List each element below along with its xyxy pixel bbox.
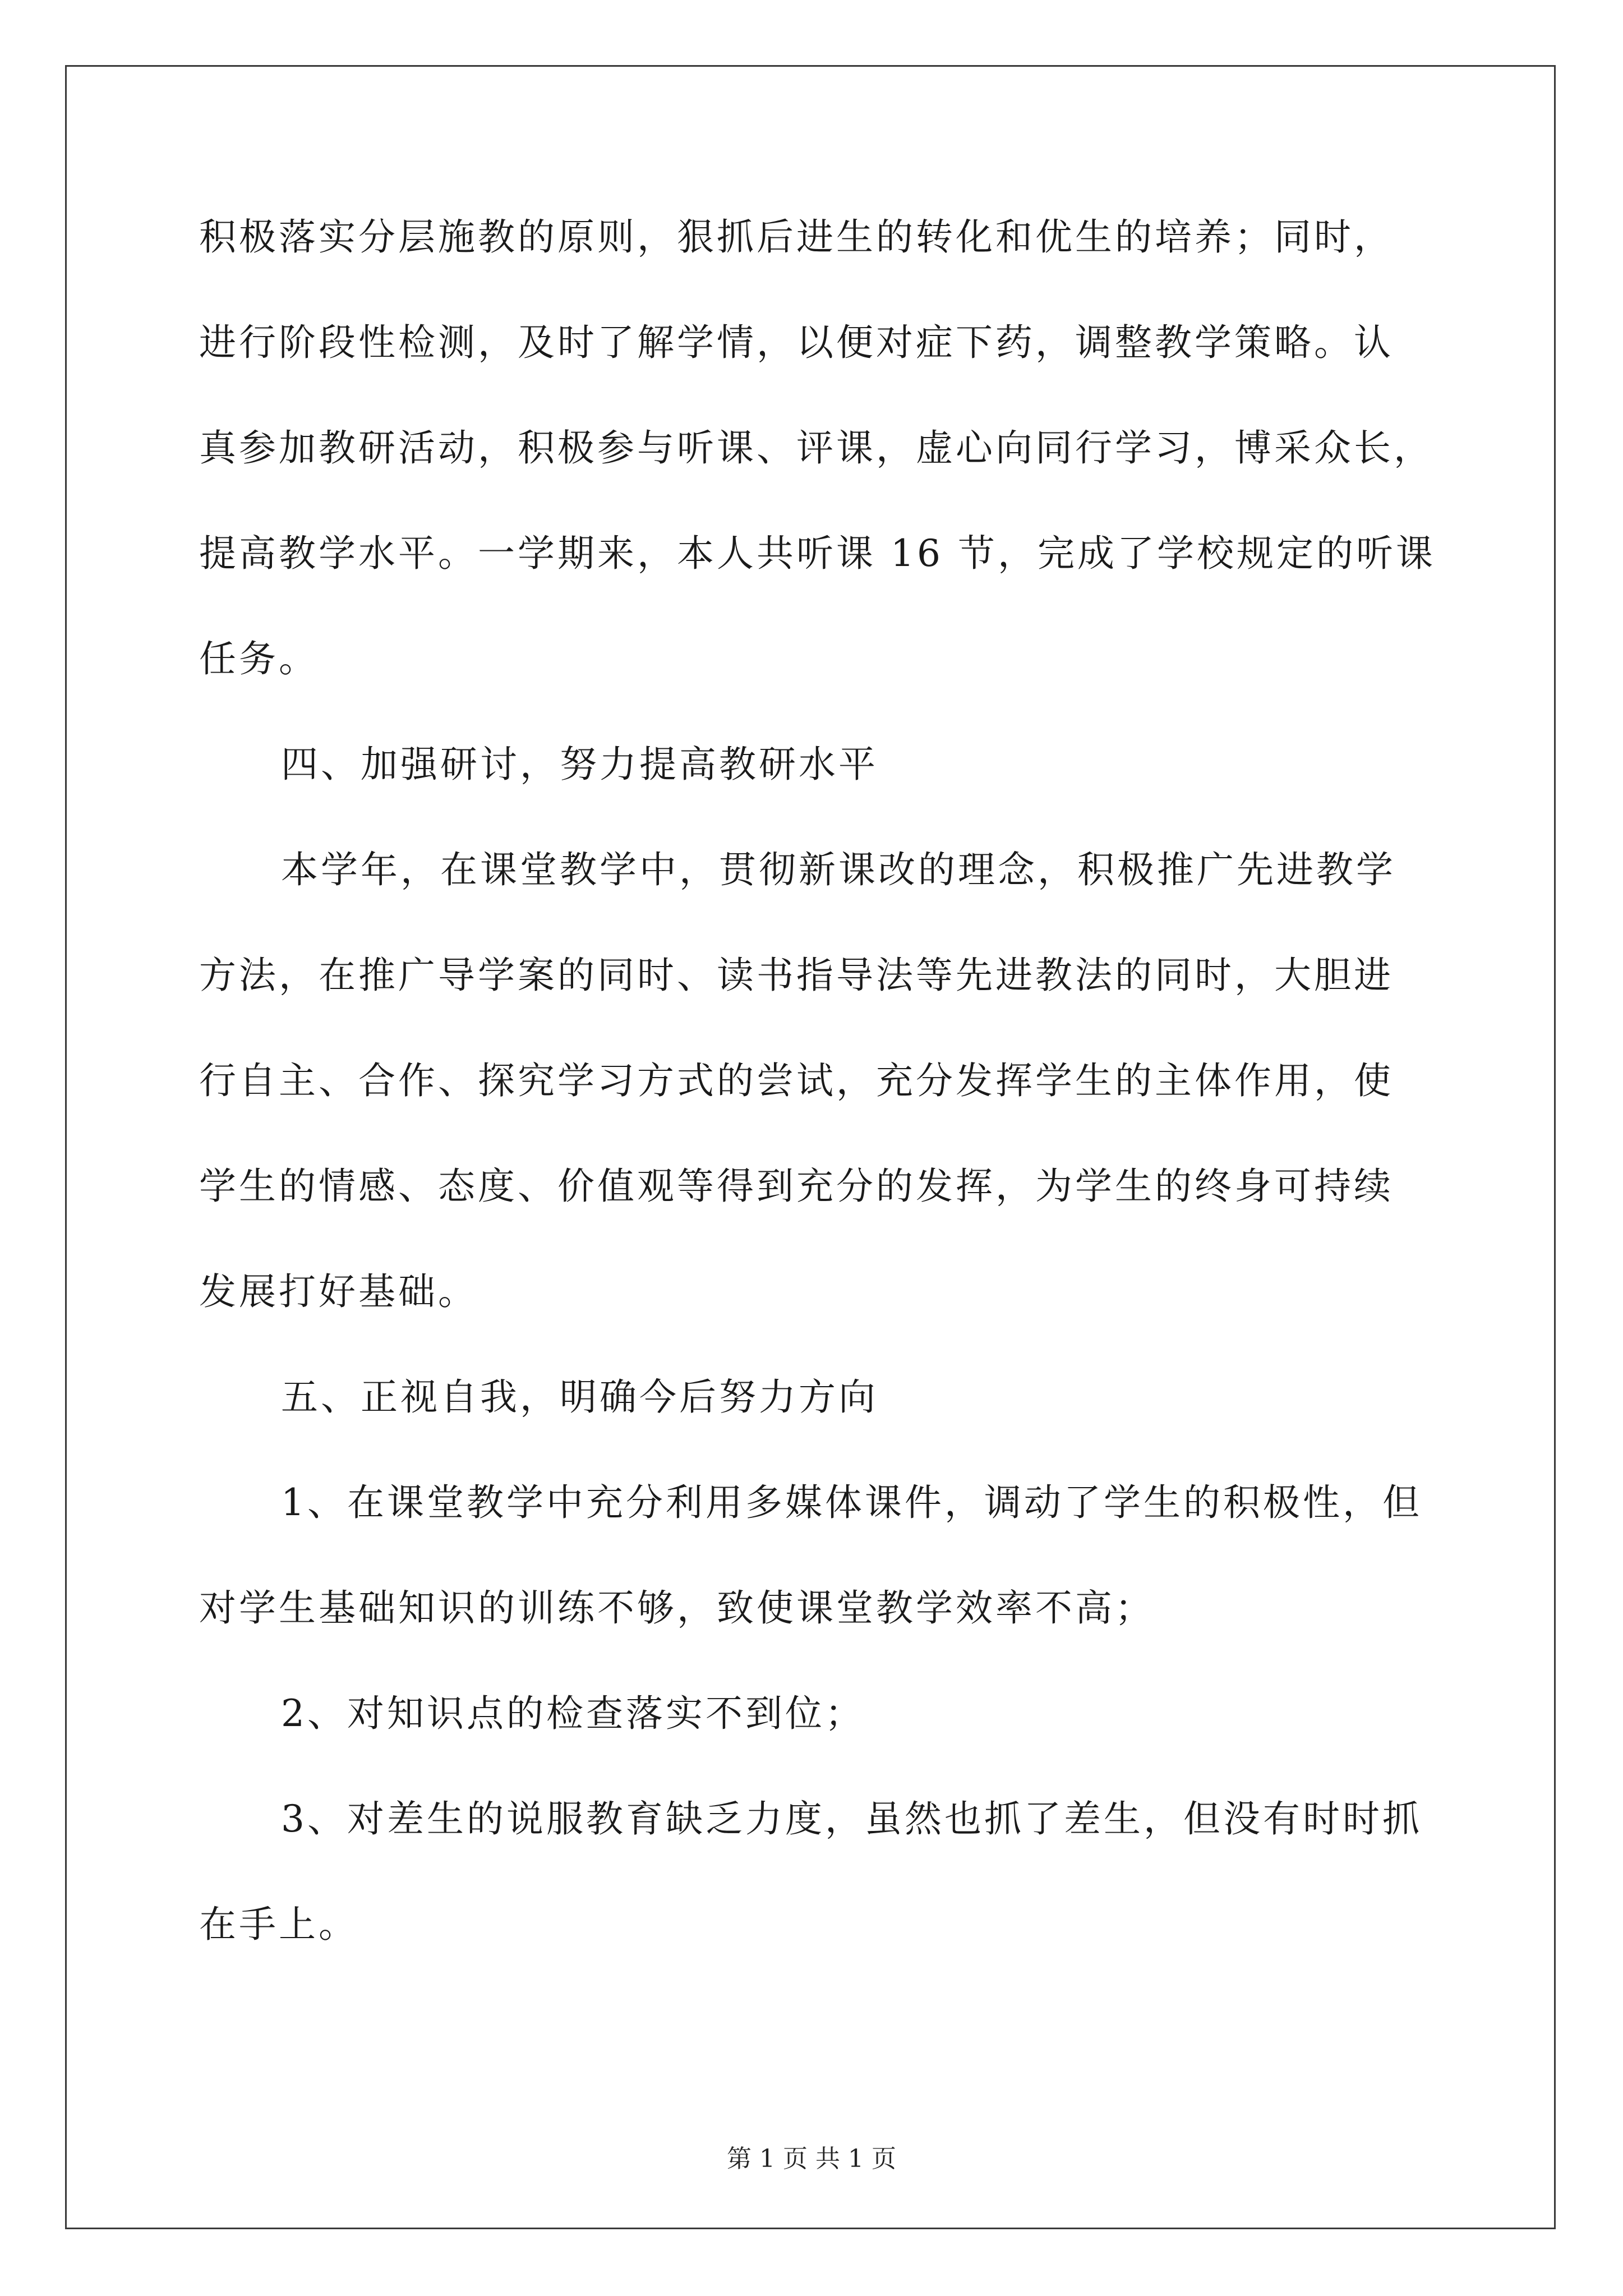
text-line: 对学生基础知识的训练不够，致使课堂教学效率不高； [199, 1586, 1155, 1630]
page-footer: 第 1 页 共 1 页 [727, 2145, 896, 2173]
list-item: 1、在课堂教学中充分利用多媒体课件，调动了学生的积极性，但 [281, 1481, 1422, 1524]
text-line: 提高教学水平。一学期来，本人共听课 16 节，完成了学校规定的听课 [199, 532, 1436, 575]
text-line: 在手上。 [199, 1903, 358, 1946]
list-item: 3、对差生的说服教育缺乏力度，虽然也抓了差生，但没有时时抓 [281, 1797, 1422, 1841]
text-line: 行自主、合作、探究学习方式的尝试，充分发挥学生的主体作用，使 [199, 1059, 1394, 1102]
text-line: 本学年，在课堂教学中，贯彻新课改的理念，积极推广先进教学 [281, 848, 1396, 891]
text-line: 积极落实分层施教的原则，狠抓后进生的转化和优生的培养；同时， [199, 215, 1394, 259]
document-body [199, 202, 1455, 1995]
text-line: 学生的情感、态度、价值观等得到充分的发挥，为学生的终身可持续 [199, 1165, 1394, 1208]
section-heading: 四、加强研讨，努力提高教研水平 [281, 743, 878, 786]
list-item: 2、对知识点的检查落实不到位； [281, 1692, 865, 1735]
text-line: 任务。 [199, 637, 319, 680]
text-line: 进行阶段性检测，及时了解学情，以便对症下药，调整教学策略。认 [199, 321, 1394, 364]
text-line: 方法，在推广导学案的同时、读书指导法等先进教法的同时，大胆进 [199, 954, 1394, 997]
text-line: 真参加教研活动，积极参与听课、评课，虚心向同行学习，博采众长， [199, 426, 1433, 470]
section-heading: 五、正视自我，明确今后努力方向 [281, 1375, 878, 1419]
text-line: 发展打好基础。 [199, 1270, 478, 1313]
